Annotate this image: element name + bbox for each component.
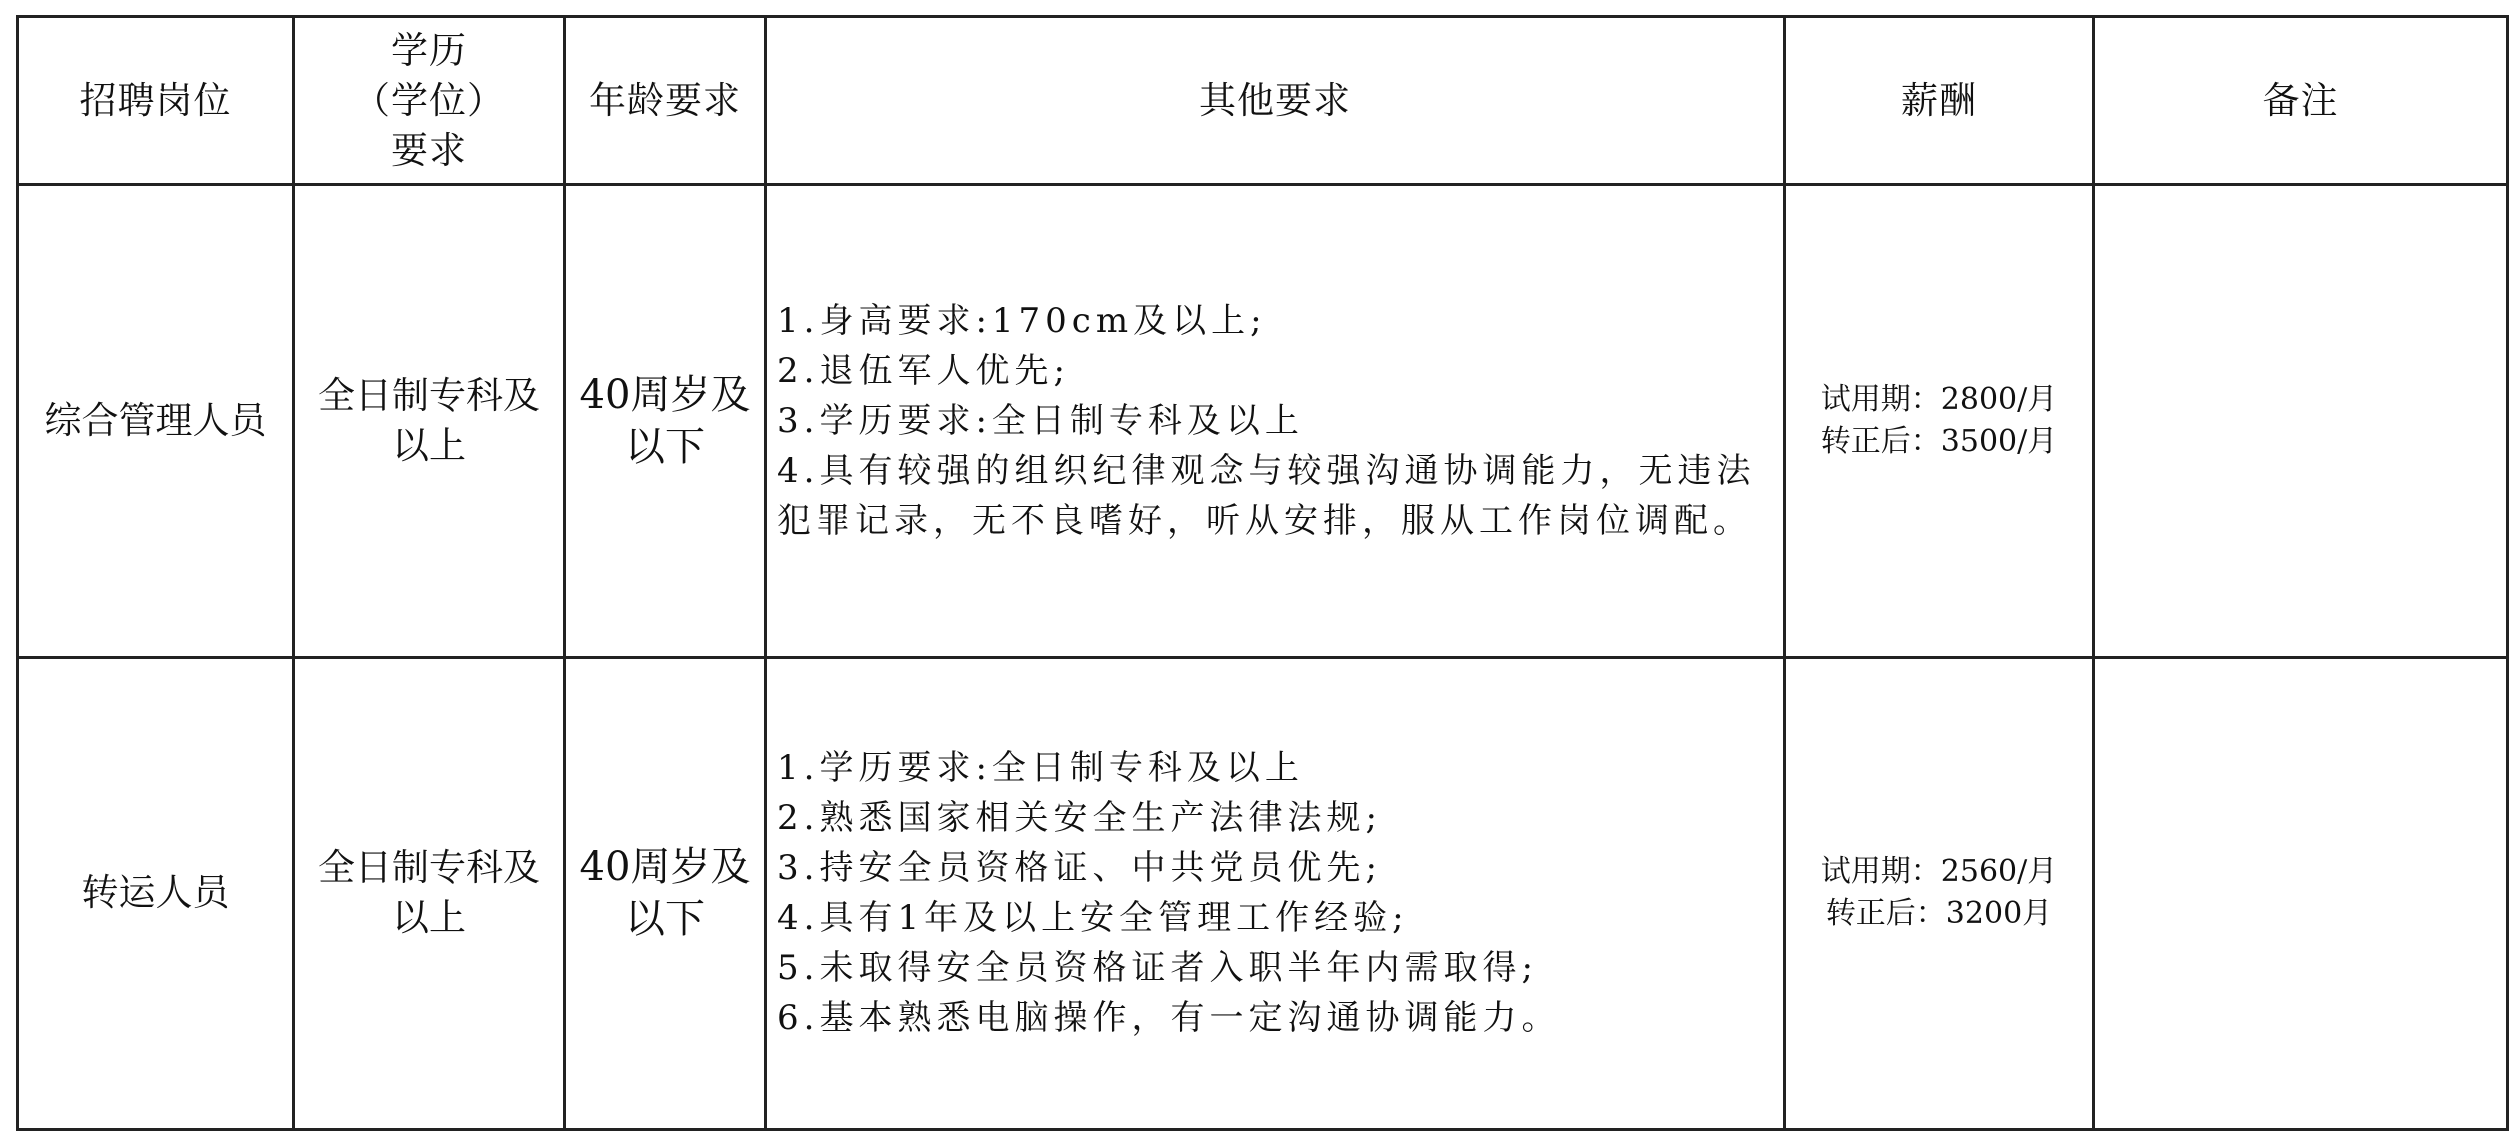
education-line1: 全日制专科及 — [318, 373, 540, 417]
requirement-item: 1.学历要求:全日制专科及以上 — [777, 748, 1304, 789]
age-line1: 40周岁及 — [579, 844, 751, 891]
header-row — [18, 17, 2508, 185]
remarks-cell — [2094, 657, 2508, 1129]
age-cell — [565, 185, 766, 657]
requirements-list — [777, 743, 1769, 1043]
requirement-item: 6.基本熟悉电脑操作，有一定沟通协调能力。 — [777, 998, 1561, 1039]
requirement-item: 5.未取得安全员资格证者入职半年内需取得; — [777, 948, 1538, 989]
header-salary: 薪酬 — [1785, 17, 2094, 185]
education-line2: 以上 — [392, 423, 466, 467]
salary-trial: 试用期：2800/月 — [1820, 381, 2058, 417]
salary-regular: 转正后：3200月 — [1825, 896, 2053, 932]
header-education-line1: 学历 — [391, 28, 467, 72]
remarks-cell — [2094, 185, 2508, 657]
age-cell — [565, 657, 766, 1129]
education-cell — [294, 657, 565, 1129]
requirement-item: 3.学历要求:全日制专科及以上 — [777, 400, 1304, 441]
position-cell: 综合管理人员 — [18, 185, 294, 657]
education-line1: 全日制专科及 — [318, 846, 540, 890]
header-position: 招聘岗位 — [18, 17, 294, 185]
header-remarks: 备注 — [2094, 17, 2508, 185]
salary-cell — [1785, 657, 2094, 1129]
salary-regular: 转正后：3500/月 — [1820, 423, 2058, 459]
requirement-item: 4.具有1年及以上安全管理工作经验; — [777, 898, 1409, 939]
header-education-line3: 要求 — [391, 128, 467, 172]
header-other-requirements: 其他要求 — [766, 17, 1785, 185]
age-line2: 以下 — [625, 896, 705, 943]
header-education-line2: （学位） — [353, 78, 505, 122]
table-row — [18, 657, 2508, 1129]
requirement-item: 4.具有较强的组织纪律观念与较强沟通协调能力，无违法犯罪记录，无不良嗜好，听从安排，服从工作岗位调配。 — [777, 450, 1756, 541]
requirement-item: 1.身高要求:170cm及以上; — [777, 300, 1267, 341]
requirement-item: 2.熟悉国家相关安全生产法律法规; — [777, 798, 1382, 839]
requirement-item: 3.持安全员资格证、中共党员优先; — [777, 848, 1382, 889]
header-age: 年龄要求 — [565, 17, 766, 185]
position-cell: 转运人员 — [18, 657, 294, 1129]
education-line2: 以上 — [392, 896, 466, 940]
age-line2: 以下 — [625, 423, 705, 470]
requirement-item: 2.退伍军人优先; — [777, 350, 1070, 391]
table-row — [18, 185, 2508, 657]
header-education — [294, 17, 565, 185]
requirements-cell — [766, 657, 1785, 1129]
requirements-list — [777, 296, 1769, 546]
age-line1: 40周岁及 — [579, 371, 751, 418]
salary-cell — [1785, 185, 2094, 657]
recruitment-table — [16, 15, 2509, 1131]
education-cell — [294, 185, 565, 657]
salary-trial: 试用期：2560/月 — [1820, 854, 2058, 890]
requirements-cell — [766, 185, 1785, 657]
